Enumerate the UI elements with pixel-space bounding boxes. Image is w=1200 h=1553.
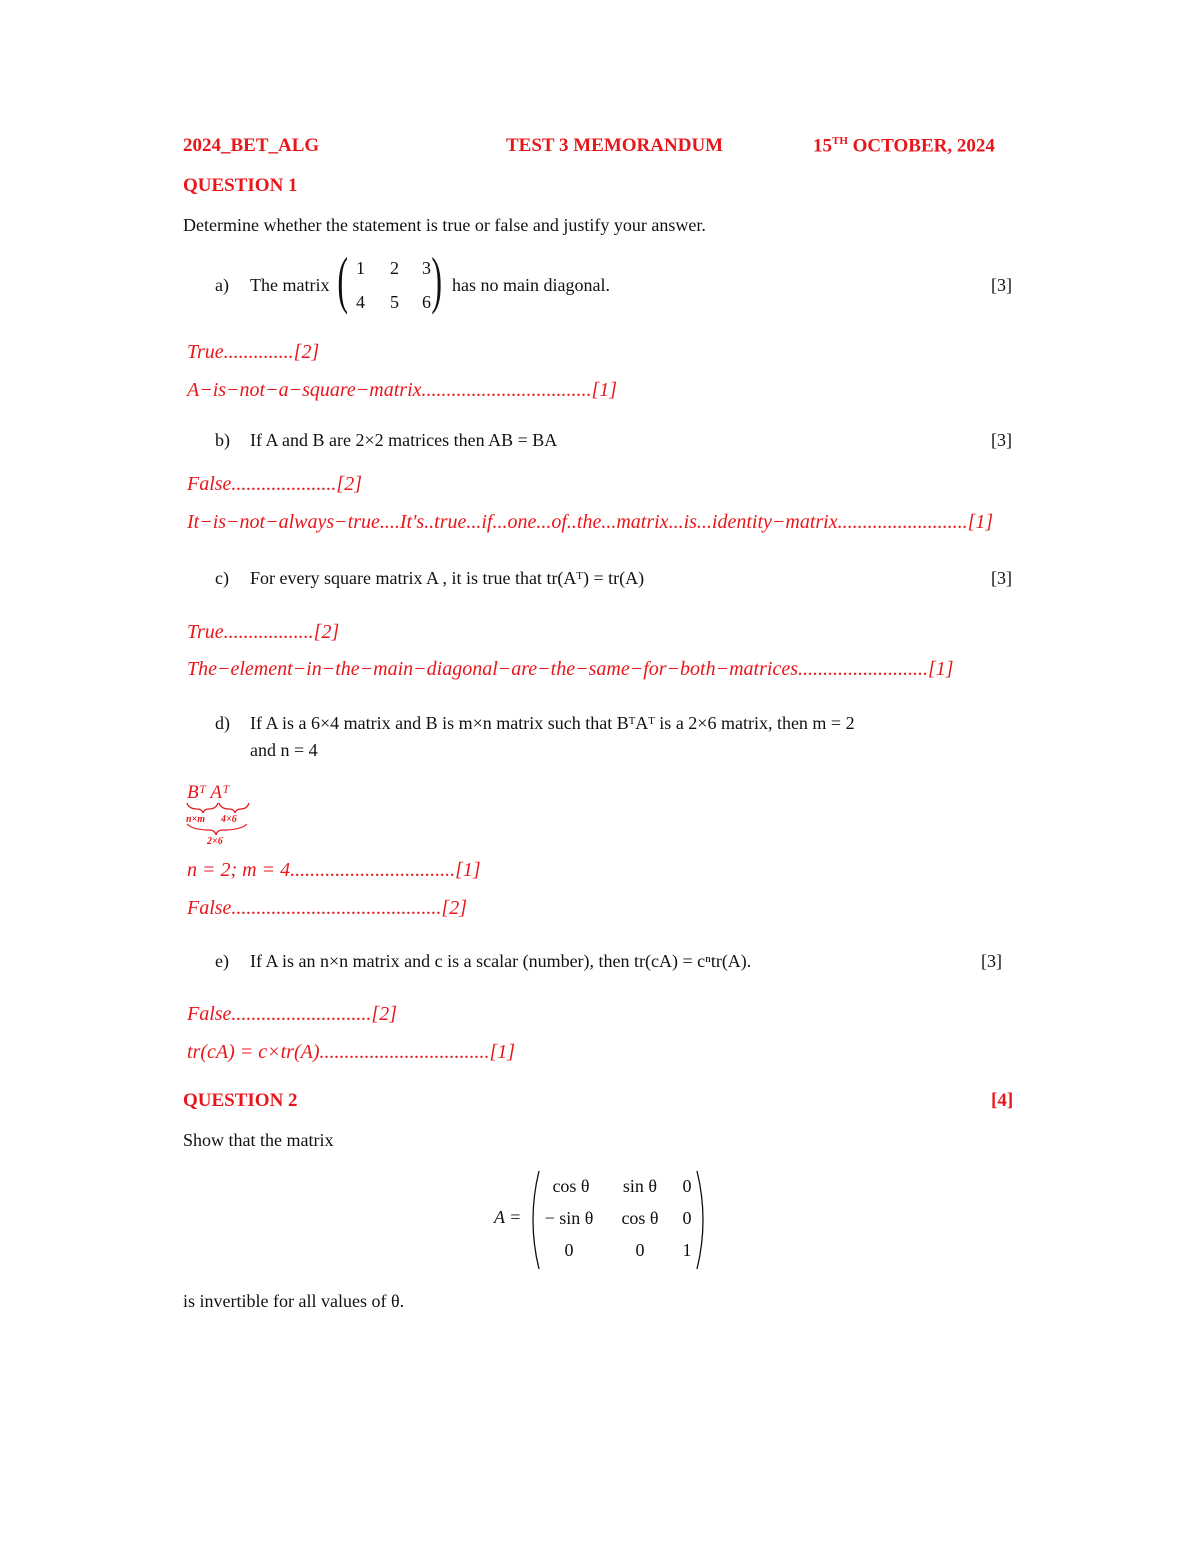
matrix-cell: 6 [422, 292, 431, 312]
part-d-line2: False..........................................[2] [187, 897, 467, 919]
part-c-label: c) [215, 568, 229, 588]
matrix-cell: cos θ [552, 1176, 590, 1196]
question-2-marks: [4] [991, 1090, 1014, 1111]
matrix-cell: − sin θ [544, 1208, 594, 1228]
matrix-cell: 4 [356, 292, 365, 312]
part-b-text: If A and B are 2×2 matrices then AB = BA [250, 430, 558, 450]
part-a-post: has no main diagonal. [452, 275, 610, 295]
part-b-reason: It−is−not−always−true....It's..true...if...one...of..the...matrix...is...identity−matrix..........................[1] [187, 511, 994, 533]
work-dim-result: 2×6 [207, 836, 223, 847]
part-c-text: For every square matrix A , it is true that tr(Aᵀ) = tr(A) [250, 568, 645, 588]
part-a-answer: True..............[2] [187, 341, 320, 363]
question-1-heading: QUESTION 1 [183, 175, 298, 196]
part-b-label: b) [215, 430, 230, 450]
date-month-year: OCTOBER, 2024 [847, 135, 995, 157]
matrix-cell: 2 [390, 258, 399, 278]
part-d-label: d) [215, 713, 230, 733]
left-paren: ( [337, 244, 348, 315]
matrix-cell: 1 [356, 258, 365, 278]
question-2-outro: is invertible for all values of θ. [183, 1291, 405, 1311]
matrix-cell: 0 [682, 1208, 692, 1228]
part-a-reason: A−is−not−a−square−matrix..................................[1] [187, 379, 618, 401]
work-dim-b: n×m [186, 814, 206, 825]
document-title: TEST 3 MEMORANDUM [506, 135, 724, 156]
part-d-text-line2: and n = 4 [250, 740, 318, 760]
document-date [813, 135, 995, 157]
matrix-lhs: A = [494, 1207, 522, 1227]
right-paren: ) [431, 244, 442, 315]
part-e-reason: tr(cA) = c×tr(A)..................................[1] [187, 1041, 516, 1063]
matrix-cell: 0 [635, 1240, 645, 1260]
part-c-answer: True..................[2] [187, 621, 340, 643]
part-d-dimension-work [185, 782, 255, 852]
part-a-pre: The matrix [250, 275, 330, 295]
work-product: Bᵀ Aᵀ [187, 782, 230, 803]
date-day: 15 [813, 135, 832, 157]
part-e-label: e) [215, 951, 229, 971]
date-suffix: TH [832, 135, 848, 147]
matrix-cell: sin θ [622, 1176, 658, 1196]
part-b-answer: False.....................[2] [187, 473, 362, 495]
part-b-marks: [3] [991, 430, 1012, 450]
question-2-heading: QUESTION 2 [183, 1090, 298, 1111]
part-e-text: If A is an n×n matrix and c is a scalar (number), then tr(cA) = cⁿtr(A). [250, 951, 752, 971]
question-1-instruction: Determine whether the statement is true or false and justify your answer. [183, 215, 706, 235]
part-d-line1: n = 2; m = 4.................................[1] [187, 859, 481, 881]
work-dim-a: 4×6 [221, 814, 237, 825]
part-e-answer: False............................[2] [187, 1003, 397, 1025]
part-a-label: a) [215, 275, 229, 295]
part-c-reason: The−element−in−the−main−diagonal−are−the−same−for−both−matrices..........................[1] [187, 658, 954, 680]
matrix-cell: 0 [682, 1176, 692, 1196]
matrix-cell: 0 [564, 1240, 574, 1260]
matrix-cell: 5 [390, 292, 399, 312]
course-code: 2024_BET_ALG [183, 135, 320, 156]
matrix-cell: cos θ [621, 1208, 659, 1228]
part-d-text-line1: If A is a 6×4 matrix and B is m×n matrix such that BᵀAᵀ is a 2×6 matrix, then m = 2 [250, 713, 855, 733]
part-c-marks: [3] [991, 568, 1012, 588]
part-e-marks: [3] [981, 951, 1002, 971]
part-a-matrix [337, 244, 448, 320]
matrix-cell: 3 [422, 258, 431, 278]
rotation-matrix [525, 1168, 715, 1272]
question-2-intro: Show that the matrix [183, 1130, 334, 1150]
matrix-cell: 1 [682, 1240, 692, 1260]
part-a-marks: [3] [991, 275, 1012, 295]
